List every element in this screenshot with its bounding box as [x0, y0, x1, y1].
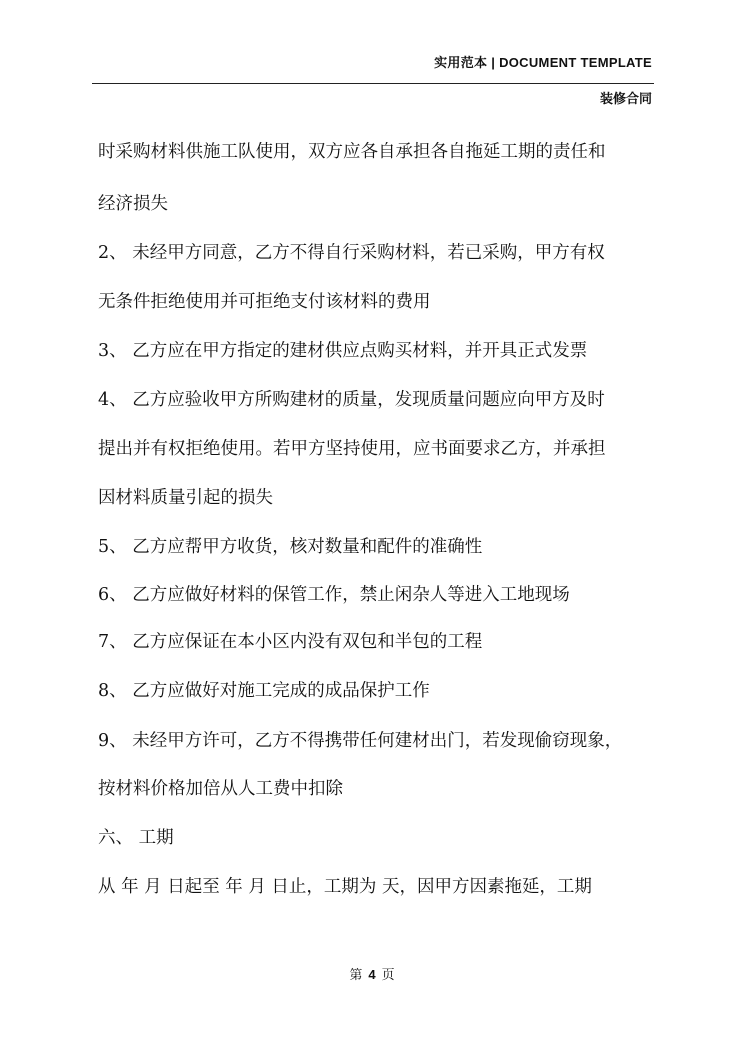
- body-line: 9、 未经甲方许可，乙方不得携带任何建材出门，若发现偷窃现象，: [98, 731, 623, 751]
- footer-suffix: 页: [381, 968, 395, 983]
- body-line: 6、 乙方应做好材料的保管工作，禁止闲杂人等进入工地现场: [98, 585, 570, 605]
- body-line: 2、 未经甲方同意，乙方不得自行采购材料，若已采购，甲方有权: [98, 243, 605, 263]
- body-line: 经济损失: [98, 194, 168, 214]
- body-line: 按材料价格加倍从人工费中扣除: [98, 779, 343, 799]
- header-document-title: 装修合同: [599, 91, 652, 106]
- body-line: 六、 工期: [98, 828, 174, 848]
- body-line: 7、 乙方应保证在本小区内没有双包和半包的工程: [98, 632, 483, 652]
- body-line: 8、 乙方应做好对施工完成的成品保护工作: [98, 681, 430, 701]
- body-line: 5、 乙方应帮甲方收货，核对数量和配件的准确性: [98, 537, 483, 557]
- body-line: 4、 乙方应验收甲方所购建材的质量，发现质量问题应向甲方及时: [98, 390, 605, 410]
- body-line: 因材料质量引起的损失: [98, 488, 273, 508]
- header-divider: [92, 83, 654, 84]
- header-template-label: 实用范本 | DOCUMENT TEMPLATE: [434, 55, 652, 70]
- body-line: 无条件拒绝使用并可拒绝支付该材料的费用: [98, 292, 431, 312]
- body-line: 时采购材料供施工队使用，双方应各自承担各自拖延工期的责任和: [98, 142, 606, 162]
- footer-prefix: 第: [349, 968, 363, 983]
- body-line: 提出并有权拒绝使用。若甲方坚持使用，应书面要求乙方，并承担: [98, 439, 606, 459]
- page-footer: [0, 964, 744, 983]
- body-line: 从 年 月 日起至 年 月 日止，工期为 天，因甲方因素拖延，工期: [98, 877, 592, 897]
- body-line: 3、 乙方应在甲方指定的建材供应点购买材料，并开具正式发票: [98, 341, 588, 361]
- page-number: 4: [368, 967, 376, 982]
